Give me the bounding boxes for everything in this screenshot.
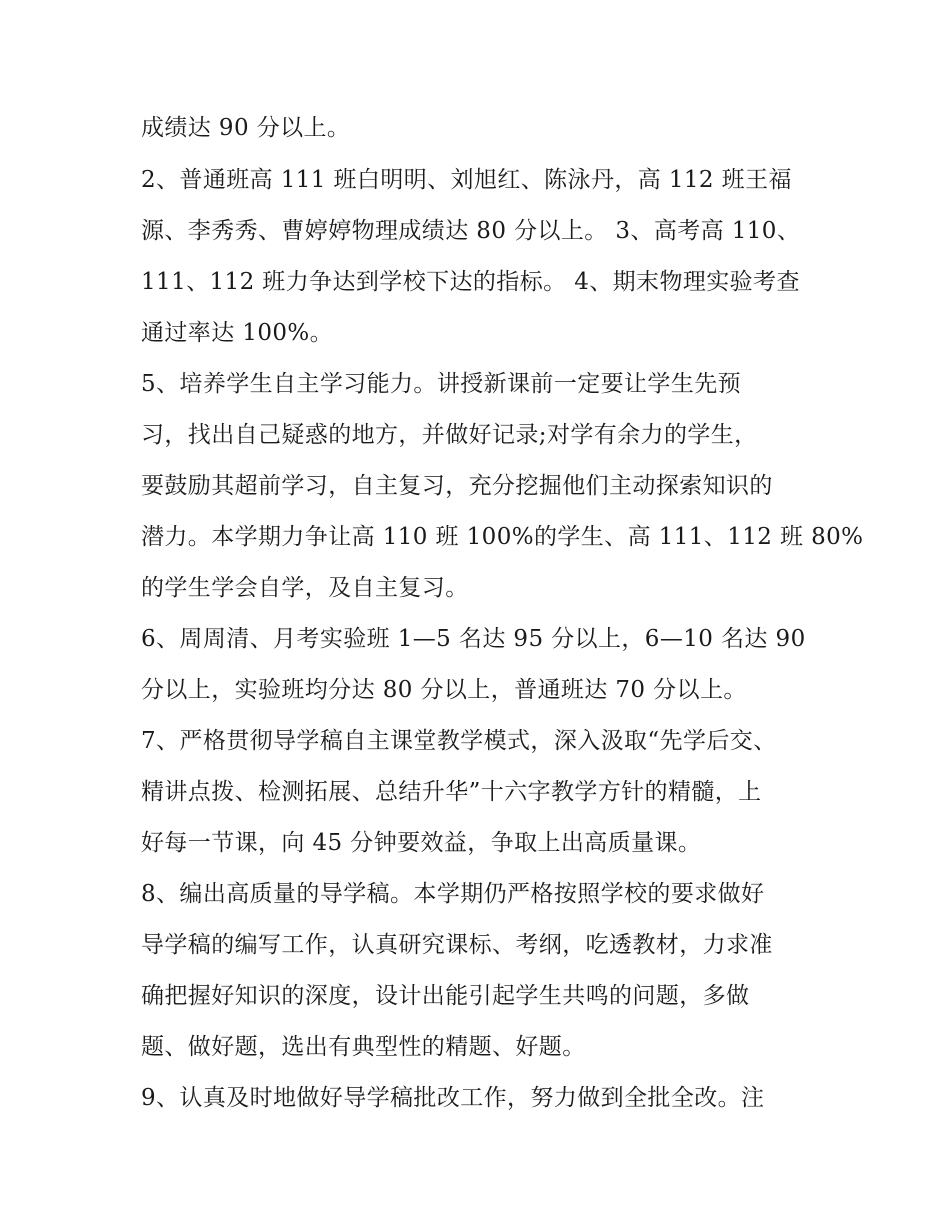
text-line: 6、周周清、月考实验班 1—5 名达 95 分以上，6—10 名达 90 — [141, 626, 806, 652]
text-line: 分以上，实验班均分达 80 分以上，普通班达 70 分以上。 — [141, 677, 747, 703]
text-line: 2、普通班高 111 班白明明、刘旭红、陈泳丹，高 112 班王福 — [141, 167, 792, 193]
text-line: 7、严格贯彻导学稿自主课堂教学模式，深入汲取“先学后交、 — [141, 728, 777, 754]
text-line: 9、认真及时地做好导学稿批改工作，努力做到全批全改。注 — [141, 1085, 765, 1111]
text-line: 潜力。本学期力争让高 110 班 100%的学生、高 111、112 班 80% — [141, 524, 864, 550]
text-line: 题、做好题，选出有典型性的精题、好题。 — [141, 1034, 586, 1060]
text-line: 111、112 班力争达到学校下达的指标。 4、期末物理实验考查 — [141, 269, 800, 295]
text-line: 确把握好知识的深度，设计出能引起学生共鸣的问题，多做 — [141, 983, 750, 1009]
text-line: 的学生学会自学，及自主复习。 — [141, 575, 469, 601]
text-line: 成绩达 90 分以上。 — [141, 115, 351, 141]
text-line: 通过率达 100%。 — [141, 320, 334, 346]
text-line: 8、编出高质量的导学稿。本学期仍严格按照学校的要求做好 — [141, 881, 765, 907]
text-line: 源、李秀秀、曹婷婷物理成绩达 80 分以上。 3、高考高 110、 — [141, 218, 801, 244]
text-line: 习，找出自己疑惑的地方，并做好记录;对学有余力的学生， — [141, 422, 758, 448]
text-line: 要鼓励其超前学习，自主复习，充分挖掘他们主动探索知识的 — [141, 473, 773, 499]
text-line: 好每一节课，向 45 分钟要效益，争取上出高质量课。 — [141, 830, 702, 856]
text-line: 导学稿的编写工作，认真研究课标、考纲，吃透教材，力求准 — [141, 932, 773, 958]
text-line: 精讲点拨、检测拓展、总结升华”十六字教学方针的精髓，上 — [141, 779, 762, 805]
text-line: 5、培养学生自主学习能力。讲授新课前一定要让学生先预 — [141, 371, 742, 397]
